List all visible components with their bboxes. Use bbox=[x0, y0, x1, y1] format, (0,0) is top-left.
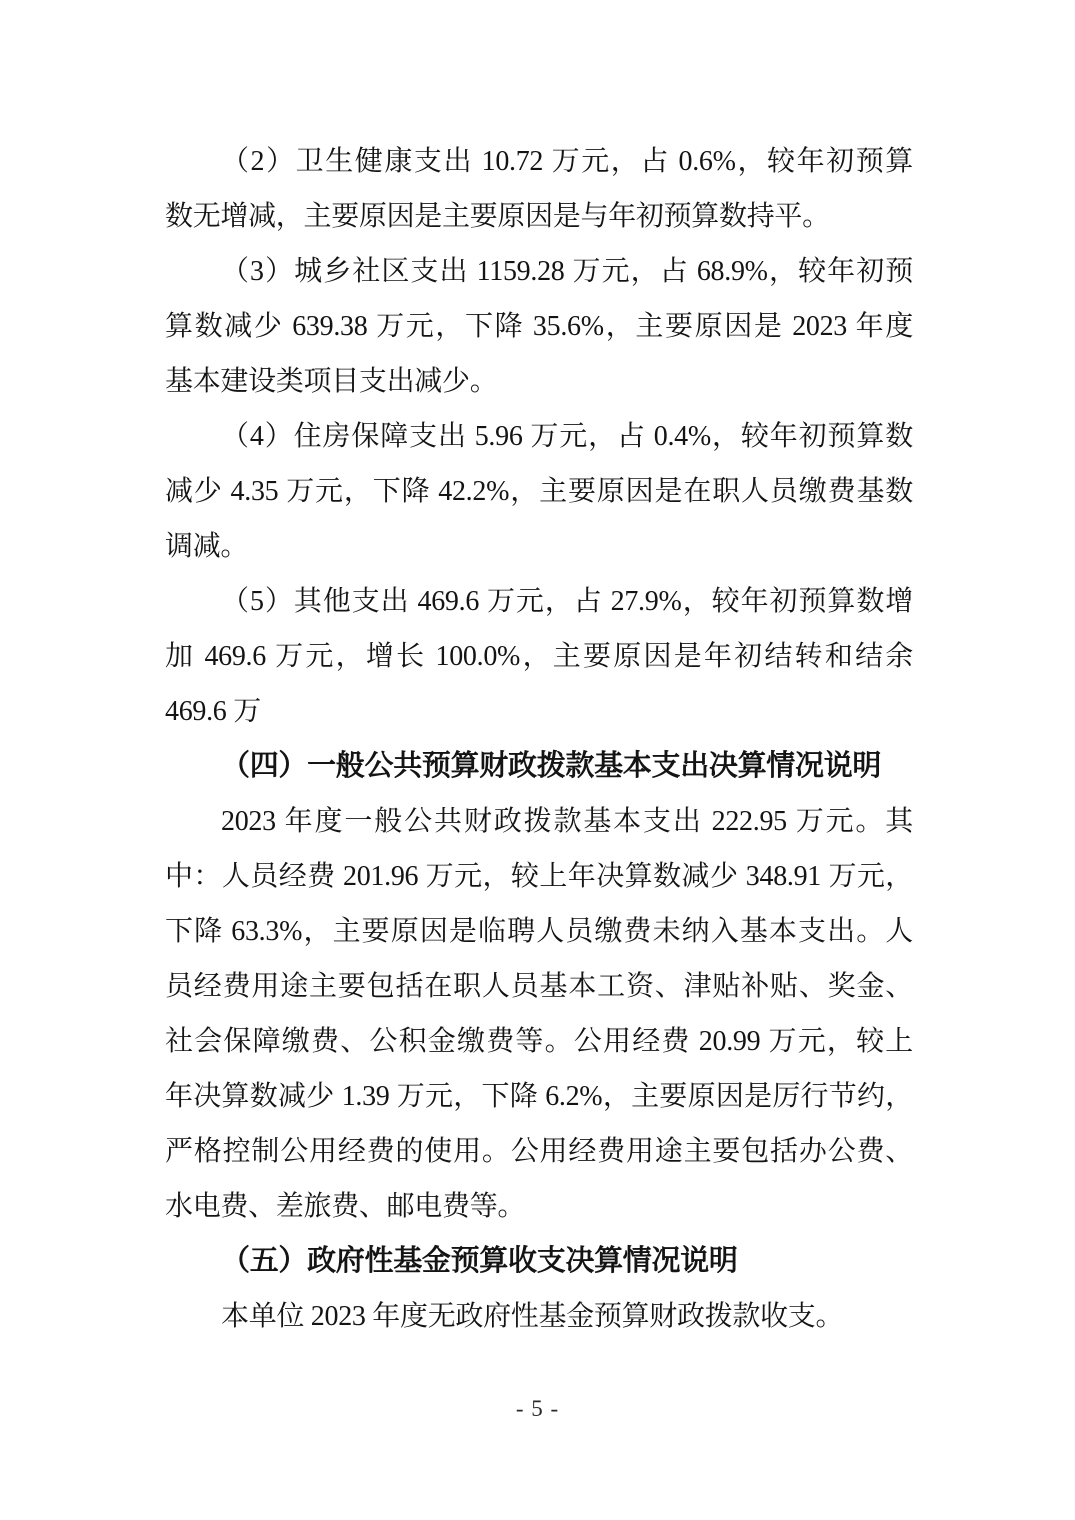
text-line: 下降 63.3%，主要原因是临聘人员缴费未纳入基本支出。人 bbox=[165, 916, 913, 947]
text-line: （2）卫生健康支出 10.72 万元，占 0.6%，较年初预算 bbox=[221, 146, 913, 177]
text-line: 2023 年度一般公共财政拨款基本支出 222.95 万元。其 bbox=[221, 806, 913, 837]
page-number: - 5 - bbox=[515, 1396, 560, 1421]
text-line: 严格控制公用经费的使用。公用经费用途主要包括办公费、 bbox=[165, 1136, 913, 1167]
section-heading: （五）政府性基金预算收支决算情况说明 bbox=[221, 1245, 738, 1277]
text-line: 中：人员经费 201.96 万元，较上年决算数减少 348.91 万元， bbox=[165, 861, 913, 892]
text-line: 年决算数减少 1.39 万元，下降 6.2%，主要原因是厉行节约， bbox=[165, 1081, 913, 1112]
text-line: 469.6 万 bbox=[165, 696, 261, 727]
document-body bbox=[165, 134, 913, 1344]
text-line: （3）城乡社区支出 1159.28 万元，占 68.9%，较年初预 bbox=[221, 256, 913, 287]
text-line: 数无增减，主要原因是主要原因是与年初预算数持平。 bbox=[165, 201, 830, 232]
text-line: 水电费、差旅费、邮电费等。 bbox=[165, 1191, 526, 1222]
text-line: 员经费用途主要包括在职人员基本工资、津贴补贴、奖金、 bbox=[165, 971, 913, 1002]
text-line: （5）其他支出 469.6 万元，占 27.9%，较年初预算数增 bbox=[221, 586, 913, 617]
text-line: 减少 4.35 万元，下降 42.2%，主要原因是在职人员缴费基数 bbox=[165, 476, 913, 507]
text-line: 本单位 2023 年度无政府性基金预算财政拨款收支。 bbox=[221, 1301, 844, 1332]
text-line: 加 469.6 万元，增长 100.0%，主要原因是年初结转和结余 bbox=[165, 641, 913, 672]
text-line: 算数减少 639.38 万元，下降 35.6%，主要原因是 2023 年度 bbox=[165, 311, 913, 342]
text-line: 基本建设类项目支出减少。 bbox=[165, 366, 498, 397]
section-heading: （四）一般公共预算财政拨款基本支出决算情况说明 bbox=[221, 750, 882, 782]
text-line: 社会保障缴费、公积金缴费等。公用经费 20.99 万元，较上 bbox=[165, 1026, 913, 1057]
text-line: （4）住房保障支出 5.96 万元，占 0.4%，较年初预算数 bbox=[221, 421, 913, 452]
text-line: 调减。 bbox=[165, 531, 249, 562]
